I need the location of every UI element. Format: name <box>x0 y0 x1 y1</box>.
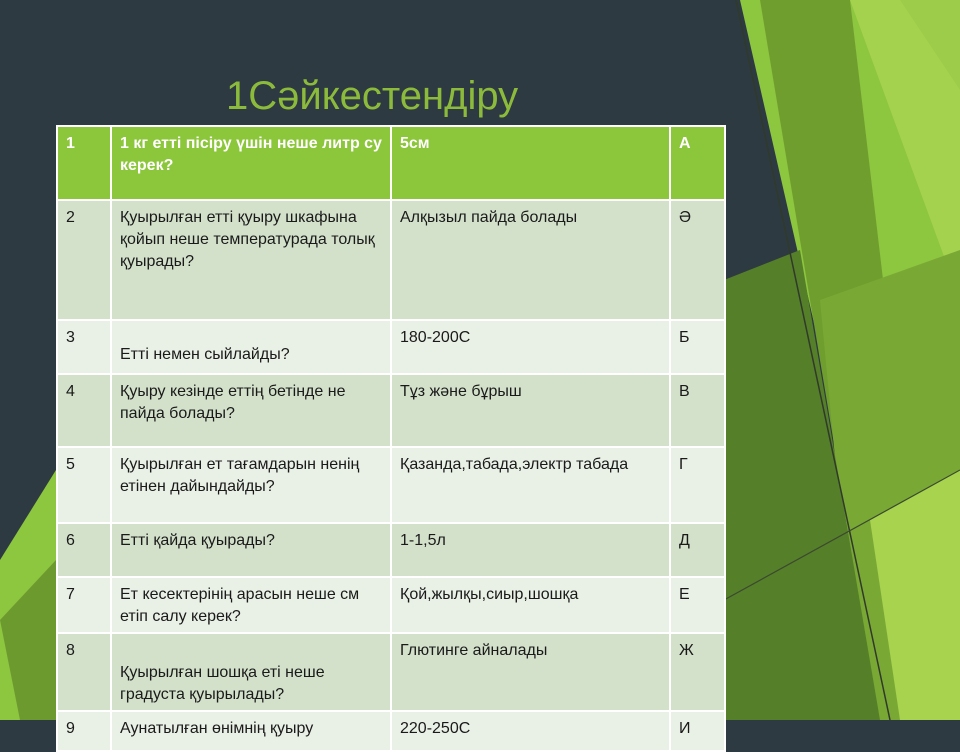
table-row <box>57 374 725 447</box>
page-title: 1Сәйкестендіру <box>226 74 519 118</box>
letter-cell: Г <box>670 447 725 523</box>
question-cell: Қуырылған етті қуыру шкафына қойып неше температурада толық қуырады? <box>111 200 391 320</box>
row-number: 8 <box>57 633 111 711</box>
question-cell: Ет кесектерінің арасын неше см етіп салу керек? <box>111 577 391 633</box>
row-number: 1 <box>57 126 111 200</box>
answer-cell: 1-1,5л <box>391 523 670 577</box>
question-cell: Қуырылған ет тағамдарын ненің етінен дайындайды? <box>111 447 391 523</box>
answer-cell: 180-200С <box>391 320 670 374</box>
letter-cell: Б <box>670 320 725 374</box>
table-row <box>57 200 725 320</box>
row-number: 3 <box>57 320 111 374</box>
row-number: 4 <box>57 374 111 447</box>
answer-cell: Тұз және бұрыш <box>391 374 670 447</box>
row-number: 7 <box>57 577 111 633</box>
row-number: 2 <box>57 200 111 320</box>
table-row <box>57 447 725 523</box>
answer-cell: Глютинге айналады <box>391 633 670 711</box>
letter-cell: В <box>670 374 725 447</box>
row-number: 5 <box>57 447 111 523</box>
table-row <box>57 523 725 577</box>
question-cell: Аунатылған өнімнің қуыру <box>111 711 391 751</box>
question-cell: Етті немен сыйлайды? <box>111 320 391 374</box>
answer-cell: 220-250С <box>391 711 670 751</box>
answer-cell: Қой,жылқы,сиыр,шошқа <box>391 577 670 633</box>
row-number: 6 <box>57 523 111 577</box>
letter-cell: А <box>670 126 725 200</box>
answer-cell: 5см <box>391 126 670 200</box>
question-cell: Қуырылған шошқа еті неше градуста қуырылады? <box>111 633 391 711</box>
letter-cell: Е <box>670 577 725 633</box>
letter-cell: Ж <box>670 633 725 711</box>
table-row <box>57 711 725 751</box>
question-cell: Етті қайда қуырады? <box>111 523 391 577</box>
letter-cell: Д <box>670 523 725 577</box>
question-cell: Қуыру кезінде еттің бетінде не пайда болады? <box>111 374 391 447</box>
matching-table <box>56 125 726 752</box>
answer-cell: Алқызыл пайда болады <box>391 200 670 320</box>
letter-cell: Ә <box>670 200 725 320</box>
question-cell: 1 кг етті пісіру үшін неше литр су керек? <box>111 126 391 200</box>
table-row <box>57 320 725 374</box>
row-number: 9 <box>57 711 111 751</box>
table-row <box>57 577 725 633</box>
table-row <box>57 633 725 711</box>
answer-cell: Қазанда,табада,электр табада <box>391 447 670 523</box>
table-header-row <box>57 126 725 200</box>
letter-cell: И <box>670 711 725 751</box>
